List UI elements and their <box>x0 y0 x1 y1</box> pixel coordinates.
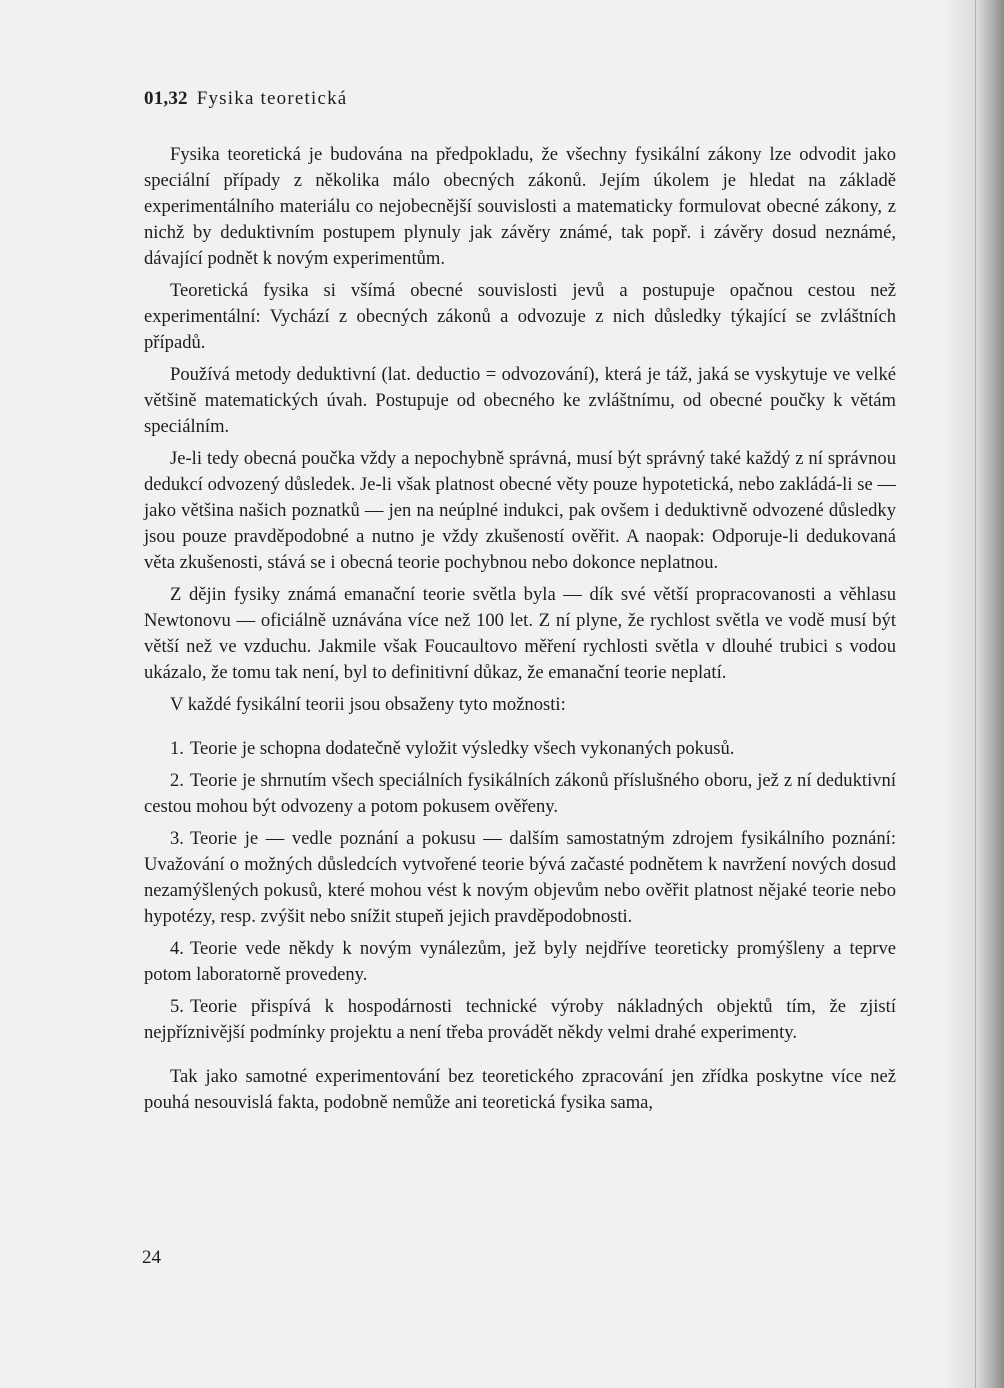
paragraph-deductive: Používá metody deduktivní (lat. deductio = odvozování), která je táž, jaká se vyskytuje ve velké většině matematických úvah. Postupuje od obecného ke zvláštnímu, od obecné poučky k větám speciálním. <box>144 364 896 437</box>
section-heading <box>144 86 896 112</box>
list-item-number: 5. <box>170 996 184 1017</box>
list-item <box>144 936 896 988</box>
list-item-text: Teorie přispívá k hospodárnosti technické výroby nákladných objektů tím, že zjistí nejpříznivější podmínky projektu a není třeba provádět někdy velmi drahé experimenty. <box>144 996 896 1043</box>
list-item-number: 4. <box>170 938 184 959</box>
section-title: Fysika teoretická <box>196 88 348 109</box>
list-item <box>144 994 896 1046</box>
list-item-number: 2. <box>170 770 184 791</box>
paragraph-possibilities-intro: V každé fysikální teorii jsou obsaženy tyto možnosti: <box>170 694 566 715</box>
section-number: 01,32 <box>144 88 188 109</box>
list-item-text: Teorie je — vedle poznání a pokusu — dalším samostatným zdrojem fysikálního poznání: Uvažování o možných důsledcích vytvořené teorie bývá začasté podnětem k navržení nových dosud nezamýšlených pokusů, které mohou vést k novým objevům nebo ověřit platnost nějaké teorie nebo hypotézy, resp. zvýšit nebo snížit stupeň jejich pravděpodobnosti. <box>144 828 896 927</box>
possibilities-list <box>144 736 896 1046</box>
page-edge-line <box>975 0 976 1388</box>
paragraph-method: Teoretická fysika si všímá obecné souvislosti jevů a postupuje opačnou cestou než experimentální: Vychází z obecných zákonů a odvozuje z nich důsledky týkající se zvláštních případů. <box>144 280 896 353</box>
paragraph-intro: Fysika teoretická je budována na předpokladu, že všechny fysikální zákony lze odvodit jako speciální případy z několika málo obecných zákonů. Jejím úkolem je hledat na základě experimentálního materiálu co nejobecnější souvislosti a matematicky formulovat obecné zákony, z nichž by deduktivním postupem plynuly jak závěry známé, tak popř. i závěry dosud neznámé, dávající podnět k novým experimentům. <box>144 144 896 269</box>
list-item-number: 3. <box>170 828 184 849</box>
paragraph-hypothesis: Je-li tedy obecná poučka vždy a nepochybně správná, musí být správný také každý z ní správnou dedukcí odvozený důsledek. Je-li však platnost obecné věty pouze hypotetická, nebo zakládá-li se — jako většina našich poznatků — jen na neúplné indukci, pak ovšem i deduktivně odvozené důsledky jsou pouze pravděpodobné a nutno je vždy zkušeností ověřit. A naopak: Odporuje-li dedukovaná věta zkušenosti, stává se i obecná teorie pochybnou nebo dokonce neplatnou. <box>144 448 896 573</box>
list-item-text: Teorie je schopna dodatečně vyložit výsledky všech vykonaných pokusů. <box>189 738 735 759</box>
list-item <box>144 768 896 820</box>
list-item-text: Teorie vede někdy k novým vynálezům, jež byly nejdříve teoreticky promýšleny a teprve potom laboratorně provedeny. <box>144 938 896 985</box>
list-item-text: Teorie je shrnutím všech speciálních fysikálních zákonů příslušného oboru, jež z ní deduktivní cestou mohou být odvozeny a potom pokusem ověřeny. <box>144 770 896 817</box>
list-item <box>144 736 896 762</box>
paragraph-emanation-theory: Z dějin fysiky známá emanační teorie světla byla — dík své větší propracovanosti a věhlasu Newtonovu — oficiálně uznávána více než 100 let. Z ní plyne, že rychlost světla ve vodě musí být větší než ve vzduchu. Jakmile však Foucaultovo měření rychlosti světla v dlouhé trubici s vodou ukázalo, že tomu tak není, byl to definitivní důkaz, že emanační teorie neplatí. <box>144 584 896 683</box>
list-item <box>144 826 896 930</box>
page-content <box>144 86 896 1122</box>
paragraph-closing: Tak jako samotné experimentování bez teoretického zpracování jen zřídka poskytne více než pouhá nesouvislá fakta, podobně nemůže ani teoretická fysika sama, <box>144 1066 896 1113</box>
list-item-number: 1. <box>170 738 184 759</box>
page-number: 24 <box>142 1247 161 1268</box>
page-binding-shadow <box>944 0 1004 1388</box>
